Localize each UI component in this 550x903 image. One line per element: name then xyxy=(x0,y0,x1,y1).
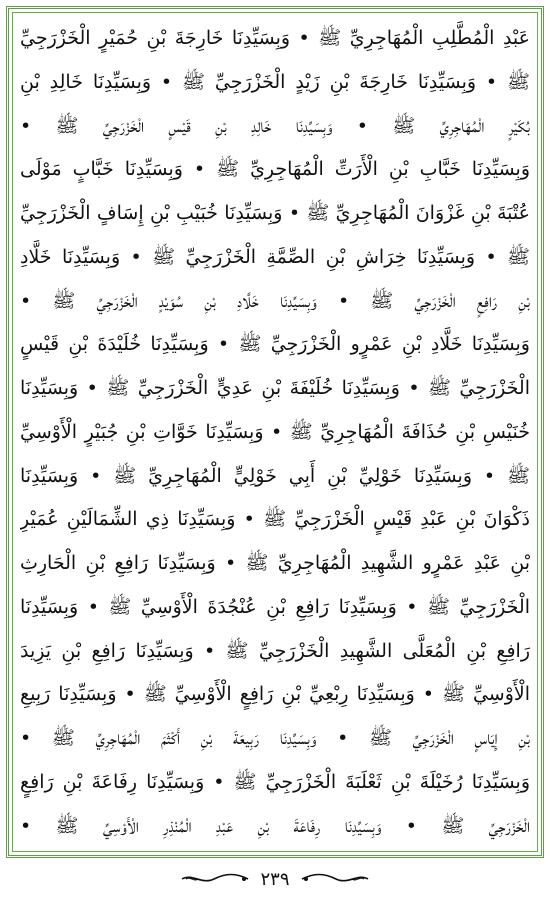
text-line: ﷺ • وَبِسَيِّدِنَا خَوْلِيِّ بْنِ أَبِي خَوْلِيٍّ الْمُهَاجِرِيِّ ﷺ • وَبِسَيِّدِنَا xyxy=(20,464,530,487)
right-ornament-icon xyxy=(300,871,370,887)
text-line: الْخَزْرَجِيِّ ﷺ • وَبِسَيِّدِنَا رَافِعِ بْنِ عُنْجُدَةَ الْأَوْسِيِّ ﷺ • وَبِسَيِّدِنَا xyxy=(20,595,530,618)
text-line: وَبِسَيِّدِنَا خَبَّابِ بْنِ الْأَرَتِّ الْمُهَاجِرِيِّ ﷺ • وَبِسَيِّدِنَا خَبَّابٍ مَوْلَى xyxy=(20,158,530,181)
text-line: ﷺ • وَبِسَيِّدِنَا خَارِجَةَ بْنِ زَيْدٍ الْخَزْرَجِيِّ ﷺ • وَبِسَيِّدِنَا خَالِدِ بْنِ xyxy=(20,70,530,93)
text-line: بْنِ رَافِعٍ الْخَزْرَجِيِّ ﷺ • وَبِسَيِّدِنَا خَلَّادِ بْنِ سُوَيْدٍ الْخَزْرَجِيِّ ﷺ • xyxy=(20,289,530,312)
text-line: بُكَيْرٍ الْمُهَاجِرِيِّ ﷺ • وَبِسَيِّدِنَا خَالِدِ بْنِ قَيْسٍ الْخَزْرَجِيِّ ﷺ • xyxy=(20,114,530,137)
text-line: وَبِسَيِّدِنَا خَلَّادِ بْنِ عَمْرٍو الْخَزْرَجِيِّ ﷺ • وَبِسَيِّدِنَا خُلَيْدَةَ بْنِ قَيْسٍ xyxy=(20,333,530,356)
page-footer xyxy=(0,864,550,894)
text-line: عَبْدِ الْمُطَّلِبِ الْمُهَاجِرِيِّ ﷺ • وَبِسَيِّدِنَا خَارِجَةَ بْنِ حُمَيْرٍ الْخَزْرَجِيِّ xyxy=(20,27,530,49)
text-line: رَافِعِ بْنِ الْمُعَلَّى الشَّهِيدِ الْخَزْرَجِيِّ ﷺ • وَبِسَيِّدِنَا رَافِعِ بْنِ يَزِيدَ xyxy=(20,639,530,662)
text-line: الْخَزْرَجِيِّ ﷺ • وَبِسَيِّدِنَا خُلَيْفَةَ بْنِ عَدِيٍّ الْخَزْرَجِيِّ ﷺ • وَبِسَيِّدِنَا xyxy=(20,377,530,400)
text-body xyxy=(20,20,530,844)
text-line: الْخَزْرَجِيِّ ﷺ • وَبِسَيِّدِنَا رِفَاعَةَ بْنِ عَبْدِ الْمُنْذِرِ الْأَوْسِيِّ ﷺ • xyxy=(20,814,530,837)
left-ornament-icon xyxy=(180,871,250,887)
text-line: خُنَيْسِ بْنِ حُذَافَةَ الْمُهَاجِرِيِّ ﷺ • وَبِسَيِّدِنَا خَوَّاتِ بْنِ جُبَيْرٍ الْأَوْسِيِّ xyxy=(20,420,530,443)
text-line: عُتْبَةَ بْنِ غَزْوَانَ الْمُهَاجِرِيِّ ﷺ • وَبِسَيِّدِنَا خُبَيْبِ بْنِ إِسَافٍ الْخَزْرَجِيِّ xyxy=(20,202,530,225)
text-line: وَبِسَيِّدِنَا رُخَيْلَةَ بْنِ ثَعْلَبَةَ الْخَزْرَجِيِّ ﷺ • وَبِسَيِّدِنَا رِفَاعَةَ بْنِ رَافِعٍ xyxy=(20,771,530,794)
text-line: الْأَوْسِيِّ ﷺ • وَبِسَيِّدِنَا رِبْعِيِّ بْنِ رَافِعٍ الْأَوْسِيِّ ﷺ • وَبِسَيِّدِنَا رَبِيعِ xyxy=(20,683,530,706)
text-line: بْنِ إِيَاسٍ الْخَزْرَجِيِّ ﷺ • وَبِسَيِّدِنَا رَبِيعَةَ بْنِ أَكْثَمَ الْمُهَاجِرِيِّ ﷺ • xyxy=(20,727,530,750)
text-line: ذَكْوَانَ بْنِ عَبْدِ قَيْسٍ الْخَزْرَجِيِّ ﷺ • وَبِسَيِّدِنَا ذِي الشِّمَالَيْنِ عُمَيْرِ xyxy=(20,508,530,531)
text-line: ﷺ • وَبِسَيِّدِنَا خِرَاشِ بْنِ الصِّمَّةِ الْخَزْرَجِيِّ ﷺ • وَبِسَيِّدِنَا خَلَّادِ xyxy=(20,245,530,268)
text-line: بْنِ عَبْدِ عَمْرٍو الشَّهِيدِ الْمُهَاجِرِيِّ ﷺ • وَبِسَيِّدِنَا رَافِعِ بْنِ الْحَارِثِ xyxy=(20,552,530,575)
page-number: ٢٣٩ xyxy=(260,868,290,890)
